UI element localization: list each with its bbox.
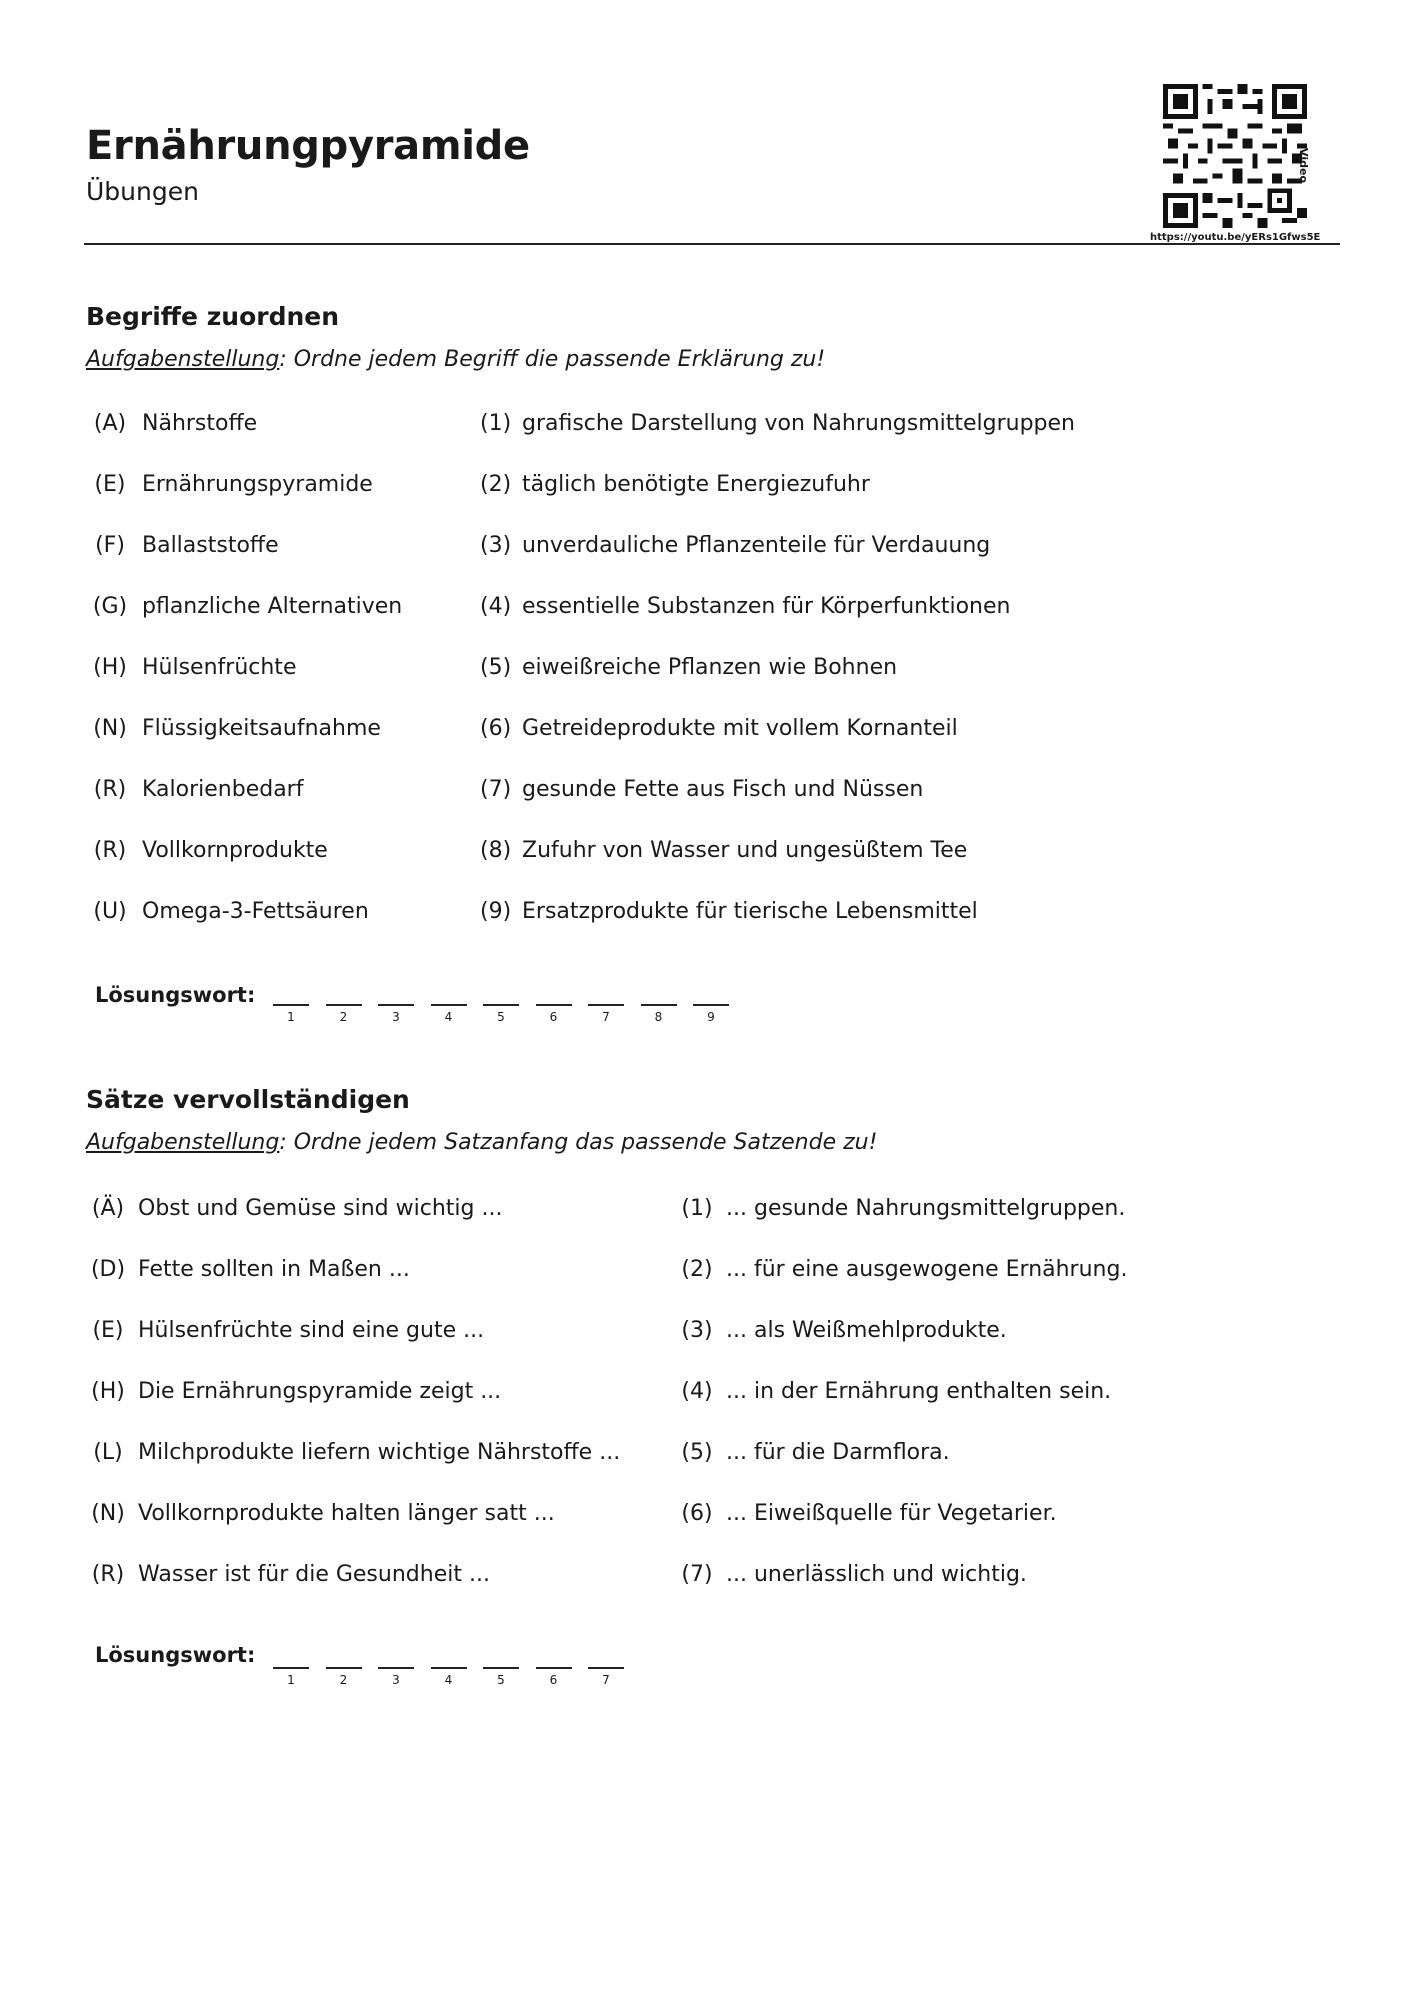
term-text: Hülsenfrüchte [142, 655, 297, 680]
sentence-start-row [90, 1318, 484, 1343]
definition-text: Getreideprodukte mit vollem Kornanteil [522, 716, 958, 741]
answer-line[interactable] [641, 1004, 677, 1006]
term-key: (A) [93, 411, 127, 436]
answer-number: 2 [339, 1672, 348, 1687]
term-key: (H) [93, 655, 127, 680]
term-row [90, 594, 402, 619]
term-text: Kalorienbedarf [142, 777, 304, 802]
sentence-end-key: (7) [681, 1562, 713, 1587]
sentence-start-row [90, 1196, 502, 1221]
answer-line[interactable] [693, 1004, 729, 1006]
definition-key: (8) [480, 838, 512, 863]
term-text: Vollkornprodukte [142, 838, 328, 863]
section-title-begriffe: Begriffe zuordnen [86, 302, 340, 331]
term-text: Flüssigkeitsaufnahme [142, 716, 381, 741]
term-key: (U) [93, 899, 127, 924]
term-key: (F) [95, 533, 125, 558]
definition-key: (2) [480, 472, 512, 497]
definition-key: (4) [480, 594, 512, 619]
answer-number: 6 [549, 1672, 558, 1687]
answer-blank[interactable] [326, 1004, 362, 1024]
answer-blank[interactable] [693, 1004, 729, 1024]
answer-blank[interactable] [273, 1667, 309, 1687]
sentence-start-text: Vollkornprodukte halten länger satt ... [138, 1501, 555, 1526]
sentence-end-text: ... für eine ausgewogene Ernährung. [726, 1257, 1128, 1282]
answer-blank[interactable] [326, 1667, 362, 1687]
answer-blank[interactable] [588, 1667, 624, 1687]
sentence-end-key: (3) [681, 1318, 713, 1343]
answer-blank[interactable] [378, 1004, 414, 1024]
definition-row [480, 716, 958, 741]
definition-key: (1) [480, 411, 512, 436]
answer-line[interactable] [483, 1667, 519, 1669]
answer-line[interactable] [273, 1004, 309, 1006]
solution-label-1: Lösungswort: [95, 983, 256, 1007]
definition-row [480, 594, 1010, 619]
term-key: (R) [93, 838, 127, 863]
task-instruction-2 [86, 1130, 877, 1155]
sentence-start-key: (N) [91, 1501, 125, 1526]
term-text: Omega-3-Fettsäuren [142, 899, 369, 924]
answer-line[interactable] [326, 1667, 362, 1669]
sentence-start-text: Die Ernährungspyramide zeigt ... [138, 1379, 502, 1404]
task-label: Aufgabenstellung [86, 1130, 280, 1155]
answer-blank[interactable] [273, 1004, 309, 1024]
answer-line[interactable] [431, 1667, 467, 1669]
definition-text: grafische Darstellung von Nahrungsmittelgruppen [522, 411, 1075, 436]
term-row [90, 533, 279, 558]
answer-number: 5 [497, 1009, 505, 1024]
answer-number: 6 [549, 1009, 558, 1024]
sentence-start-text: Wasser ist für die Gesundheit ... [138, 1562, 490, 1587]
term-text: Nährstoffe [142, 411, 258, 436]
definition-key: (6) [480, 716, 512, 741]
definition-row [480, 533, 990, 558]
qr-side-label: Video [1297, 148, 1310, 183]
definition-text: eiweißreiche Pflanzen wie Bohnen [522, 655, 898, 680]
answer-number: 3 [392, 1672, 400, 1687]
definition-text: essentielle Substanzen für Körperfunktionen [522, 594, 1011, 619]
task-text: : Ordne jedem Begriff die passende Erklärung zu! [279, 347, 826, 372]
sentence-end-row [680, 1318, 1007, 1343]
term-key: (E) [94, 472, 126, 497]
definition-row [480, 777, 923, 802]
term-text: pflanzliche Alternativen [142, 594, 403, 619]
header-divider [84, 243, 1340, 245]
answer-blank[interactable] [641, 1004, 677, 1024]
page-title: Ernährungpyramide [86, 123, 530, 169]
answer-line[interactable] [431, 1004, 467, 1006]
answer-number: 9 [707, 1009, 715, 1024]
answer-number: 7 [602, 1009, 610, 1024]
sentence-end-text: ... als Weißmehlprodukte. [726, 1318, 1007, 1343]
sentence-end-key: (6) [681, 1501, 713, 1526]
solution-label-2: Lösungswort: [95, 1643, 256, 1667]
answer-line[interactable] [378, 1004, 414, 1006]
sentence-end-row [680, 1379, 1111, 1404]
sentence-start-key: (L) [93, 1440, 123, 1465]
definition-text: Ersatzprodukte für tierische Lebensmittel [522, 899, 978, 924]
answer-line[interactable] [273, 1667, 309, 1669]
answer-line[interactable] [536, 1004, 572, 1006]
sentence-end-text: ... in der Ernährung enthalten sein. [726, 1379, 1112, 1404]
qr-url[interactable]: https://youtu.be/yERs1Gfws5E [1150, 232, 1321, 243]
task-instruction-1 [86, 347, 825, 372]
page-subtitle: Übungen [86, 177, 199, 206]
term-key: (N) [93, 716, 127, 741]
sentence-end-row [680, 1257, 1127, 1282]
sentence-end-text: ... gesunde Nahrungsmittelgruppen. [726, 1196, 1126, 1221]
sentence-end-text: ... unerlässlich und wichtig. [726, 1562, 1027, 1587]
sentence-start-key: (E) [92, 1318, 124, 1343]
term-key: (R) [93, 777, 127, 802]
sentence-end-text: ... Eiweißquelle für Vegetarier. [726, 1501, 1057, 1526]
answer-blank[interactable] [378, 1667, 414, 1687]
term-row [90, 899, 369, 924]
section-title-saetze: Sätze vervollständigen [86, 1085, 410, 1114]
answer-blank[interactable] [431, 1667, 467, 1687]
definition-key: (5) [480, 655, 512, 680]
sentence-start-key: (H) [91, 1379, 125, 1404]
sentence-start-text: Fette sollten in Maßen ... [138, 1257, 410, 1282]
definition-text: unverdauliche Pflanzenteile für Verdauung [522, 533, 991, 558]
answer-number: 5 [497, 1672, 505, 1687]
sentence-start-row [90, 1257, 410, 1282]
sentence-end-key: (5) [681, 1440, 713, 1465]
sentence-end-key: (1) [681, 1196, 713, 1221]
answer-blank[interactable] [536, 1667, 572, 1687]
sentence-start-row [90, 1379, 501, 1404]
sentence-end-key: (4) [681, 1379, 713, 1404]
definition-text: täglich benötigte Energiezufuhr [522, 472, 870, 497]
term-row [90, 472, 373, 497]
sentence-end-row [680, 1440, 950, 1465]
answer-blank[interactable] [483, 1667, 519, 1687]
definition-text: Zufuhr von Wasser und ungesüßtem Tee [522, 838, 968, 863]
definition-row [480, 411, 1075, 436]
sentence-start-text: Hülsenfrüchte sind eine gute ... [138, 1318, 485, 1343]
answer-number: 3 [392, 1009, 400, 1024]
answer-blank[interactable] [483, 1004, 519, 1024]
definition-key: (9) [480, 899, 512, 924]
task-label: Aufgabenstellung [86, 347, 280, 372]
answer-blank[interactable] [536, 1004, 572, 1024]
answer-number: 4 [444, 1672, 453, 1687]
answer-line[interactable] [588, 1667, 624, 1669]
sentence-end-text: ... für die Darmflora. [726, 1440, 950, 1465]
definition-key: (3) [480, 533, 512, 558]
task-text: : Ordne jedem Satzanfang das passende Satzende zu! [279, 1130, 878, 1155]
term-key: (G) [92, 594, 128, 619]
definition-row [480, 838, 967, 863]
sentence-start-row [90, 1440, 620, 1465]
definition-text: gesunde Fette aus Fisch und Nüssen [522, 777, 924, 802]
answer-line[interactable] [378, 1667, 414, 1669]
answer-number: 1 [287, 1009, 295, 1024]
sentence-start-row [90, 1562, 490, 1587]
sentence-start-key: (D) [90, 1257, 126, 1282]
sentence-end-row [680, 1562, 1027, 1587]
sentence-end-key: (2) [681, 1257, 713, 1282]
definition-row [480, 655, 897, 680]
answer-number: 8 [654, 1009, 663, 1024]
answer-number: 1 [287, 1672, 295, 1687]
answer-line[interactable] [326, 1004, 362, 1006]
term-row [90, 777, 303, 802]
sentence-start-key: (Ä) [91, 1196, 125, 1221]
term-text: Ballaststoffe [142, 533, 279, 558]
answer-blank[interactable] [588, 1004, 624, 1024]
sentence-end-row [680, 1196, 1125, 1221]
answer-line[interactable] [483, 1004, 519, 1006]
answer-line[interactable] [536, 1667, 572, 1669]
definition-row [480, 899, 978, 924]
definition-row [480, 472, 870, 497]
answer-number: 4 [444, 1009, 453, 1024]
definition-key: (7) [480, 777, 512, 802]
term-row [90, 716, 381, 741]
sentence-start-row [90, 1501, 555, 1526]
term-row [90, 838, 328, 863]
term-row [90, 655, 296, 680]
answer-blank[interactable] [431, 1004, 467, 1024]
term-text: Ernährungspyramide [142, 472, 373, 497]
sentence-start-text: Obst und Gemüse sind wichtig ... [138, 1196, 503, 1221]
answer-number: 2 [339, 1009, 348, 1024]
qr-code-icon[interactable] [1163, 84, 1307, 228]
answer-number: 7 [602, 1672, 610, 1687]
sentence-end-row [680, 1501, 1057, 1526]
term-row [90, 411, 257, 436]
answer-line[interactable] [588, 1004, 624, 1006]
sentence-start-key: (R) [91, 1562, 125, 1587]
sentence-start-text: Milchprodukte liefern wichtige Nährstoffe ... [138, 1440, 621, 1465]
